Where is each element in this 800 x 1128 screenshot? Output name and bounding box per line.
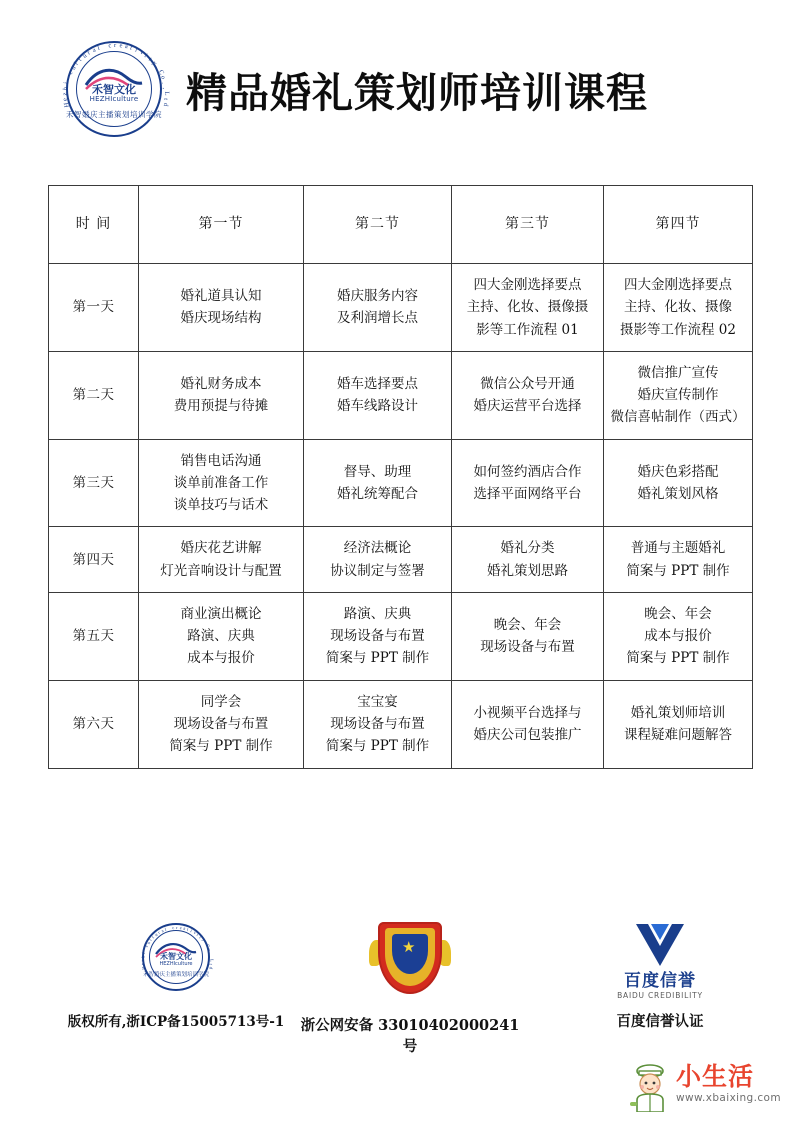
cell-line: 晚会、年会	[493, 617, 562, 634]
cell-line-group	[143, 537, 299, 582]
page-title: 精品婚礼策划师培训课程	[186, 68, 648, 117]
table-row	[49, 351, 753, 439]
table-cell-session	[452, 592, 604, 680]
cell-line: 婚庆宣传制作	[637, 387, 719, 404]
cell-line: 选择平面网络平台	[473, 485, 582, 502]
table-cell-session	[604, 680, 753, 768]
table-header-row	[49, 186, 753, 264]
schedule-table-wrapper	[0, 130, 800, 769]
cell-line: 简案与 PPT 制作	[626, 562, 730, 579]
logo-en-name: HEZHIculture	[89, 95, 139, 103]
cell-line: 现场设备与布置	[480, 639, 575, 656]
cell-line-group	[456, 373, 599, 418]
cell-line-group	[456, 702, 599, 747]
table-row	[49, 264, 753, 352]
table-cell-session	[604, 264, 753, 352]
cell-line: 路演、庆典	[187, 628, 255, 645]
table-cell-session	[604, 351, 753, 439]
cell-line: 商业演出概论	[180, 605, 262, 622]
table-cell-session	[452, 527, 604, 593]
cell-line: 现场设备与布置	[330, 628, 425, 645]
schedule-table-head	[49, 186, 753, 264]
emblem-star-icon: ★	[402, 938, 416, 956]
cell-line: 谈单前准备工作	[173, 474, 269, 491]
cell-line: 四大金刚选择要点	[624, 277, 732, 293]
cell-line: 婚庆花艺讲解	[180, 540, 262, 557]
cell-line: 影等工作流程 01	[476, 321, 579, 338]
cell-line: 摄影等工作流程 02	[620, 321, 736, 338]
cell-line-group	[608, 702, 748, 747]
cell-line: 婚车选择要点	[337, 375, 418, 392]
cell-line: 婚礼策划思路	[487, 562, 568, 579]
cell-line: 销售电话沟通	[180, 452, 262, 469]
cell-line-group	[308, 285, 447, 330]
cell-line: 简案与 PPT 制作	[325, 650, 430, 667]
table-row	[49, 592, 753, 680]
table-cell-day: 第六天	[49, 680, 139, 768]
mini-logo-en-name: HEZHIculture	[159, 961, 193, 967]
cell-line-group	[308, 461, 447, 506]
cell-line-group	[143, 691, 299, 758]
table-cell-session	[452, 680, 604, 768]
table-cell-session	[304, 680, 452, 768]
cell-line-group	[608, 274, 748, 341]
cell-line-group	[456, 274, 599, 341]
cell-line: 简案与 PPT 制作	[169, 738, 273, 755]
table-cell-session	[139, 439, 304, 527]
cell-line: 督导、助理	[343, 463, 412, 480]
document-header	[0, 0, 800, 130]
table-row	[49, 680, 753, 768]
cell-line: 婚礼分类	[500, 540, 555, 557]
mini-logo-arc-text: H e z h i c u l t u r a l c r e a t i v i t y C o . , L t d	[140, 925, 215, 971]
baidu-credibility-v-icon	[600, 920, 720, 1000]
cell-line-group	[608, 362, 748, 429]
cell-line-group	[456, 537, 599, 582]
cell-line: 如何签约酒店合作	[473, 463, 582, 480]
table-column-header: 第二节	[304, 186, 452, 264]
cell-line: 婚礼财务成本	[180, 375, 262, 392]
table-cell-session	[452, 351, 604, 439]
logo-cn-name: 禾智文化	[92, 83, 136, 96]
schedule-table-body	[49, 264, 753, 769]
table-cell-session	[304, 527, 452, 593]
cell-line: 微信喜帖制作（西式）	[610, 409, 746, 426]
cell-line: 主持、化妆、摄像	[624, 299, 732, 316]
table-cell-session	[304, 264, 452, 352]
cell-line: 谈单技巧与话术	[173, 497, 269, 514]
cell-line: 普通与主题婚礼	[630, 540, 726, 557]
table-cell-day: 第五天	[49, 592, 139, 680]
icp-license-text: 版权所有,浙ICP备15005713号-1	[67, 1014, 285, 1030]
table-column-header: 第一节	[139, 186, 304, 264]
cell-line-group	[456, 461, 599, 506]
cell-line-group	[308, 373, 447, 418]
footer-baidu-block	[560, 920, 760, 1031]
cell-line-group	[308, 603, 447, 670]
site-watermark	[628, 1058, 781, 1118]
table-column-header: 第三节	[452, 186, 604, 264]
cell-line-group	[143, 603, 299, 670]
cell-line: 四大金刚选择要点	[473, 277, 582, 293]
cell-line-group	[308, 537, 447, 582]
table-cell-session	[139, 680, 304, 768]
cell-line: 成本与报价	[187, 650, 255, 667]
table-cell-session	[604, 592, 753, 680]
table-cell-day: 第三天	[49, 439, 139, 527]
baidu-v-shape	[634, 922, 686, 968]
footer-gov-record-block	[300, 920, 520, 1056]
cell-line-group	[608, 461, 748, 506]
logo-arc-text: H e z h i c u l t u r a l c r e a t i v i t y C o . , L t d	[61, 42, 171, 108]
cell-line-group	[308, 691, 447, 758]
table-cell-day: 第二天	[49, 351, 139, 439]
company-seal-logo-small	[139, 920, 213, 994]
cell-line: 微信推广宣传	[637, 364, 719, 381]
table-cell-day: 第一天	[49, 264, 139, 352]
table-cell-session	[452, 264, 604, 352]
mini-logo-cn-name: 禾智文化	[160, 952, 192, 961]
table-cell-session	[139, 351, 304, 439]
cell-line: 婚车线路设计	[337, 398, 418, 415]
table-cell-session	[304, 439, 452, 527]
table-cell-session	[139, 264, 304, 352]
table-cell-session	[139, 527, 304, 593]
cell-line: 主持、化妆、摄像摄	[466, 299, 589, 316]
cell-line: 经济法概论	[343, 540, 412, 557]
table-cell-session	[604, 439, 753, 527]
baidu-en-label: BAIDU CREDIBILITY	[617, 991, 703, 1000]
cell-line: 费用预提与待摊	[173, 398, 269, 415]
cell-line: 婚礼统筹配合	[337, 485, 418, 502]
cell-line-group	[143, 450, 299, 517]
baidu-cert-text: 百度信誉认证	[616, 1013, 704, 1030]
table-column-header: 时 间	[49, 186, 139, 264]
cell-line: 婚庆现场结构	[180, 310, 262, 327]
cell-line: 婚庆运营平台选择	[473, 398, 582, 415]
cell-line: 同学会	[200, 693, 242, 710]
cell-line: 宝宝宴	[357, 693, 398, 710]
cell-line-group	[143, 373, 299, 418]
chef-character-icon	[628, 1062, 672, 1112]
cell-line: 成本与报价	[644, 628, 712, 645]
police-emblem-icon	[369, 920, 451, 998]
cell-line: 灯光音响设计与配置	[160, 562, 282, 579]
table-cell-session	[304, 351, 452, 439]
logo-cn-subtitle: 禾智婚庆主播策划培训学院	[66, 110, 162, 119]
table-column-header: 第四节	[604, 186, 753, 264]
watermark-title: 小生活	[676, 1062, 755, 1091]
cell-line: 婚礼策划风格	[637, 485, 719, 502]
table-cell-session	[304, 592, 452, 680]
mini-logo-cn-subtitle: 禾智婚庆主播策划培训学院	[142, 972, 209, 978]
cell-line: 婚礼策划师培训	[630, 704, 726, 721]
table-cell-day: 第四天	[49, 527, 139, 593]
gov-record-text: 浙公网安备 33010402000241号	[300, 1017, 520, 1055]
table-cell-session	[452, 439, 604, 527]
cell-line: 婚庆公司包装推广	[473, 727, 582, 744]
watermark-url: www.xbaixing.com	[676, 1092, 781, 1105]
cell-line: 简案与 PPT 制作	[626, 650, 730, 667]
cell-line: 路演、庆典	[343, 605, 412, 622]
footer-copyright-block	[66, 920, 286, 1030]
cell-line: 协议制定与签署	[330, 562, 425, 579]
cell-line: 婚庆服务内容	[337, 288, 418, 305]
cell-line: 婚庆色彩搭配	[637, 463, 719, 480]
watermark-text-block	[676, 1064, 781, 1104]
cell-line-group	[608, 603, 748, 670]
cell-line: 现场设备与布置	[173, 715, 269, 732]
cell-line: 婚礼道具认知	[180, 288, 262, 305]
cell-line-group	[143, 285, 299, 330]
schedule-table	[48, 185, 753, 769]
cell-line: 及利润增长点	[337, 310, 418, 327]
table-row	[49, 439, 753, 527]
baidu-cn-label: 百度信誉	[624, 971, 696, 991]
company-seal-logo	[60, 35, 171, 143]
table-row	[49, 527, 753, 593]
table-cell-session	[139, 592, 304, 680]
cell-line: 微信公众号开通	[480, 375, 575, 392]
cell-line-group	[608, 537, 748, 582]
cell-line: 现场设备与布置	[330, 715, 425, 732]
cell-line: 简案与 PPT 制作	[325, 738, 430, 755]
cell-line-group	[456, 614, 599, 659]
table-cell-session	[604, 527, 753, 593]
cell-line: 晚会、年会	[644, 605, 712, 622]
cell-line: 课程疑难问题解答	[624, 727, 732, 744]
cell-line: 小视频平台选择与	[473, 704, 582, 721]
